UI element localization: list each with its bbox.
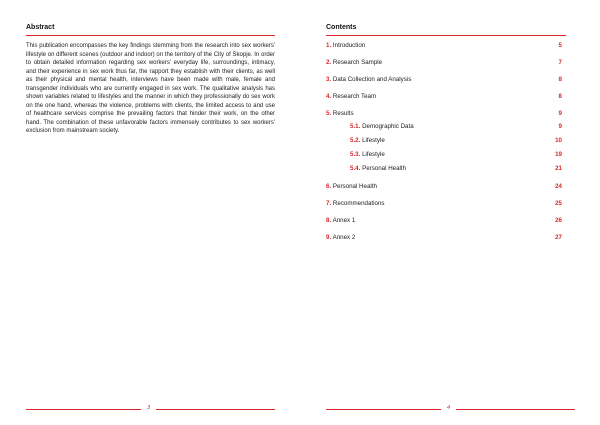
toc-entry-recommendations[interactable]	[326, 200, 562, 210]
footer-rule-right	[156, 409, 275, 410]
toc-label: Results	[332, 110, 354, 117]
toc-entry-results[interactable]	[326, 110, 562, 120]
toc-label: Annex 2	[332, 234, 356, 241]
toc-label: Annex 1	[332, 217, 356, 224]
abstract-body: This publication encompasses the key findings stemming from the research into sex workers' lifestyle on different scenes (outdoor and indoor) on the territory of the City of Skopje. In order to obtain detailed information regarding sex workers' everyday life, surroundings, intimacy, and their experience in sex work thus far, the rapport they establish with their clients, as well as their physical and mental health, interviews have been made with male, female and transgender individuals who are currently engaged in sex work. The qualitative analysis has shown variables related to lifestyles and the manner in which they professionally do sex work on the one hand, whereas the violence, problems with clients, the limited access to and use of healthcare services comprise the prevailing factors that hinder their work, on the other hand. The combination of these unfavorable factors immensely contributes to sex workers' exclusion from mainstream society.	[26, 43, 275, 134]
right-page	[300, 0, 600, 425]
toc-number: 4.	[326, 93, 332, 100]
toc-page: 24	[555, 183, 562, 190]
toc-entry-annex-2[interactable]	[326, 234, 562, 244]
toc-entry-data-collection[interactable]	[326, 76, 562, 86]
toc-page: 25	[555, 200, 562, 207]
toc-page: 7	[558, 59, 562, 66]
toc-page: 5	[558, 42, 562, 49]
toc-number: 2.	[326, 59, 332, 66]
footer-rule-right	[456, 409, 575, 410]
toc-label: Recommendations	[332, 200, 385, 207]
toc-label: Introduction	[332, 42, 366, 49]
toc-number: 1.	[326, 42, 332, 49]
toc-page: 27	[555, 234, 562, 241]
footer-rule-left	[26, 409, 141, 410]
toc-label: Research Team	[332, 93, 377, 100]
toc-number: 8.	[326, 217, 332, 224]
heading-rule	[26, 35, 275, 36]
toc-number: 5.2.	[350, 137, 361, 144]
toc-label: Research Sample	[332, 59, 383, 66]
toc-page: 21	[555, 165, 562, 172]
toc-page: 8	[558, 93, 562, 100]
page-number: 3	[147, 405, 151, 411]
toc-page: 10	[555, 137, 562, 144]
toc-number: 5.3.	[350, 151, 361, 158]
toc-number: 6.	[326, 183, 332, 190]
toc-subentry-demographic-data[interactable]	[326, 123, 562, 133]
toc-number: 5.1.	[350, 123, 361, 130]
toc-number: 5.4.	[350, 165, 361, 172]
footer-rule-left	[326, 409, 441, 410]
toc-number: 7.	[326, 200, 332, 207]
toc-entry-annex-1[interactable]	[326, 217, 562, 227]
toc-number: 5.	[326, 110, 332, 117]
toc-page: 26	[555, 217, 562, 224]
toc-page: 8	[558, 76, 562, 83]
toc-subentry-lifestyle[interactable]	[326, 137, 562, 147]
toc-page: 9	[558, 110, 562, 117]
toc-entry-research-team[interactable]	[326, 93, 562, 103]
toc-entry-introduction[interactable]	[326, 42, 562, 52]
toc-entry-research-sample[interactable]	[326, 59, 562, 69]
toc-subentry-personal-health[interactable]	[326, 165, 562, 175]
toc-number: 3.	[326, 76, 332, 83]
page-footer	[26, 406, 275, 416]
toc-number: 9.	[326, 234, 332, 241]
toc-entry-personal-health[interactable]	[326, 183, 562, 193]
toc-label: Lifestyle	[362, 151, 385, 158]
toc-subentry-lifestyle-2[interactable]	[326, 151, 562, 161]
contents-heading: Contents	[326, 24, 357, 31]
toc-label: Personal Health	[332, 183, 377, 190]
heading-rule	[326, 35, 566, 36]
toc-label: Data Collection and Analysis	[332, 76, 412, 83]
abstract-heading: Abstract	[26, 24, 55, 31]
page-number: 4	[447, 405, 451, 411]
toc-label: Demographic Data	[362, 123, 414, 130]
toc-page: 9	[558, 123, 562, 130]
toc-page: 19	[555, 151, 562, 158]
toc-label: Personal Health	[362, 165, 407, 172]
toc-label: Lifestyle	[362, 137, 385, 144]
page-footer	[326, 406, 575, 416]
